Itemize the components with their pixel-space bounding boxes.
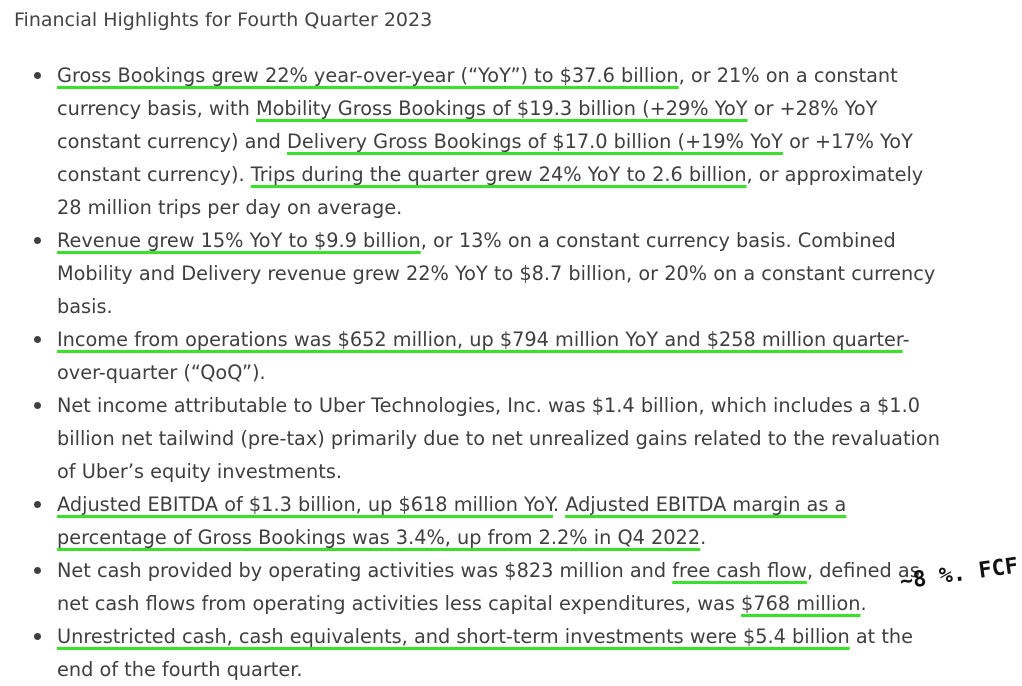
bullet-text: . — [860, 592, 867, 615]
bullet-dot-icon — [34, 336, 41, 343]
bullet-text: . — [552, 493, 566, 516]
underlined-text: Mobility Gross Bookings of $19.3 billion (+29% YoY — [255, 97, 748, 120]
bullet-dot-icon — [34, 72, 41, 79]
bullet-dot-icon — [34, 567, 41, 574]
bullet-text: Net income attributable to Uber Technologies, Inc. was $1.4 billion, which includes a $1.0 billion net tailwind (pre-tax) primarily due to net unrealized gains related to the revaluation of Uber’s equity investments. — [57, 394, 940, 483]
bullet-text: or +28% YoY constant currency) and — [57, 97, 878, 153]
bullet-text: Net cash provided by operating activities was $823 million and — [57, 559, 673, 582]
underlined-text: Revenue grew 15% YoY to $9.9 billion — [57, 229, 421, 252]
bullet-text: at the end of the fourth quarter. — [57, 625, 913, 681]
bullet-text: -over-quarter (“QoQ”). — [57, 328, 910, 384]
underlined-text: Income from operations was $652 million, up $794 million YoY and $258 million quarter — [57, 328, 903, 351]
bullet-text: , or approximately 28 million trips per day on average. — [57, 163, 924, 219]
highlight-bullet — [0, 59, 947, 224]
highlight-bullet — [0, 620, 947, 686]
underlined-text: $768 million — [741, 592, 861, 615]
bullet-dot-icon — [34, 402, 41, 409]
underlined-text: Delivery Gross Bookings of $17.0 billion (+19% YoY — [287, 130, 783, 153]
highlight-bullet — [0, 323, 947, 389]
highlight-bullet — [0, 488, 947, 554]
bullet-text: or +17% YoY constant currency). — [57, 130, 913, 186]
underlined-text: Trips during the quarter grew 24% YoY to 2.6 billion — [250, 163, 747, 186]
bullet-text: , or 21% on a constant currency basis, with — [57, 64, 898, 120]
highlight-bullet — [0, 224, 947, 323]
underlined-text: Adjusted EBITDA of $1.3 billion, up $618 million YoY — [57, 493, 553, 516]
bullet-dot-icon — [34, 633, 41, 640]
highlights-list — [0, 59, 1022, 686]
underlined-text: Unrestricted cash, cash equivalents, and short-term investments were $5.4 billion — [57, 625, 850, 648]
bullet-text: , defined as net cash flows from operating activities less capital expenditures, was — [57, 559, 920, 615]
bullet-dot-icon — [34, 237, 41, 244]
underlined-text: free cash flow — [672, 559, 807, 582]
page-title: Financial Highlights for Fourth Quarter 2023 — [14, 9, 433, 31]
underlined-text: Adjusted EBITDA margin as a percentage of Gross Bookings was 3.4%, up from 2.2% in Q4 2022 — [57, 493, 847, 549]
bullet-dot-icon — [34, 501, 41, 508]
bullet-text: . — [700, 526, 707, 549]
underlined-text: Gross Bookings grew 22% year-over-year (“YoY”) to $37.6 billion — [57, 64, 679, 87]
bullet-text: , or 13% on a constant currency basis. Combined Mobility and Delivery revenue grew 22% YoY to $8.7 billion, or 20% on a constant currency basis. — [57, 229, 936, 318]
handwritten-annotation: ~8 %. FCF — [898, 553, 1020, 595]
highlight-bullet — [0, 554, 947, 620]
highlight-bullet — [0, 389, 947, 488]
